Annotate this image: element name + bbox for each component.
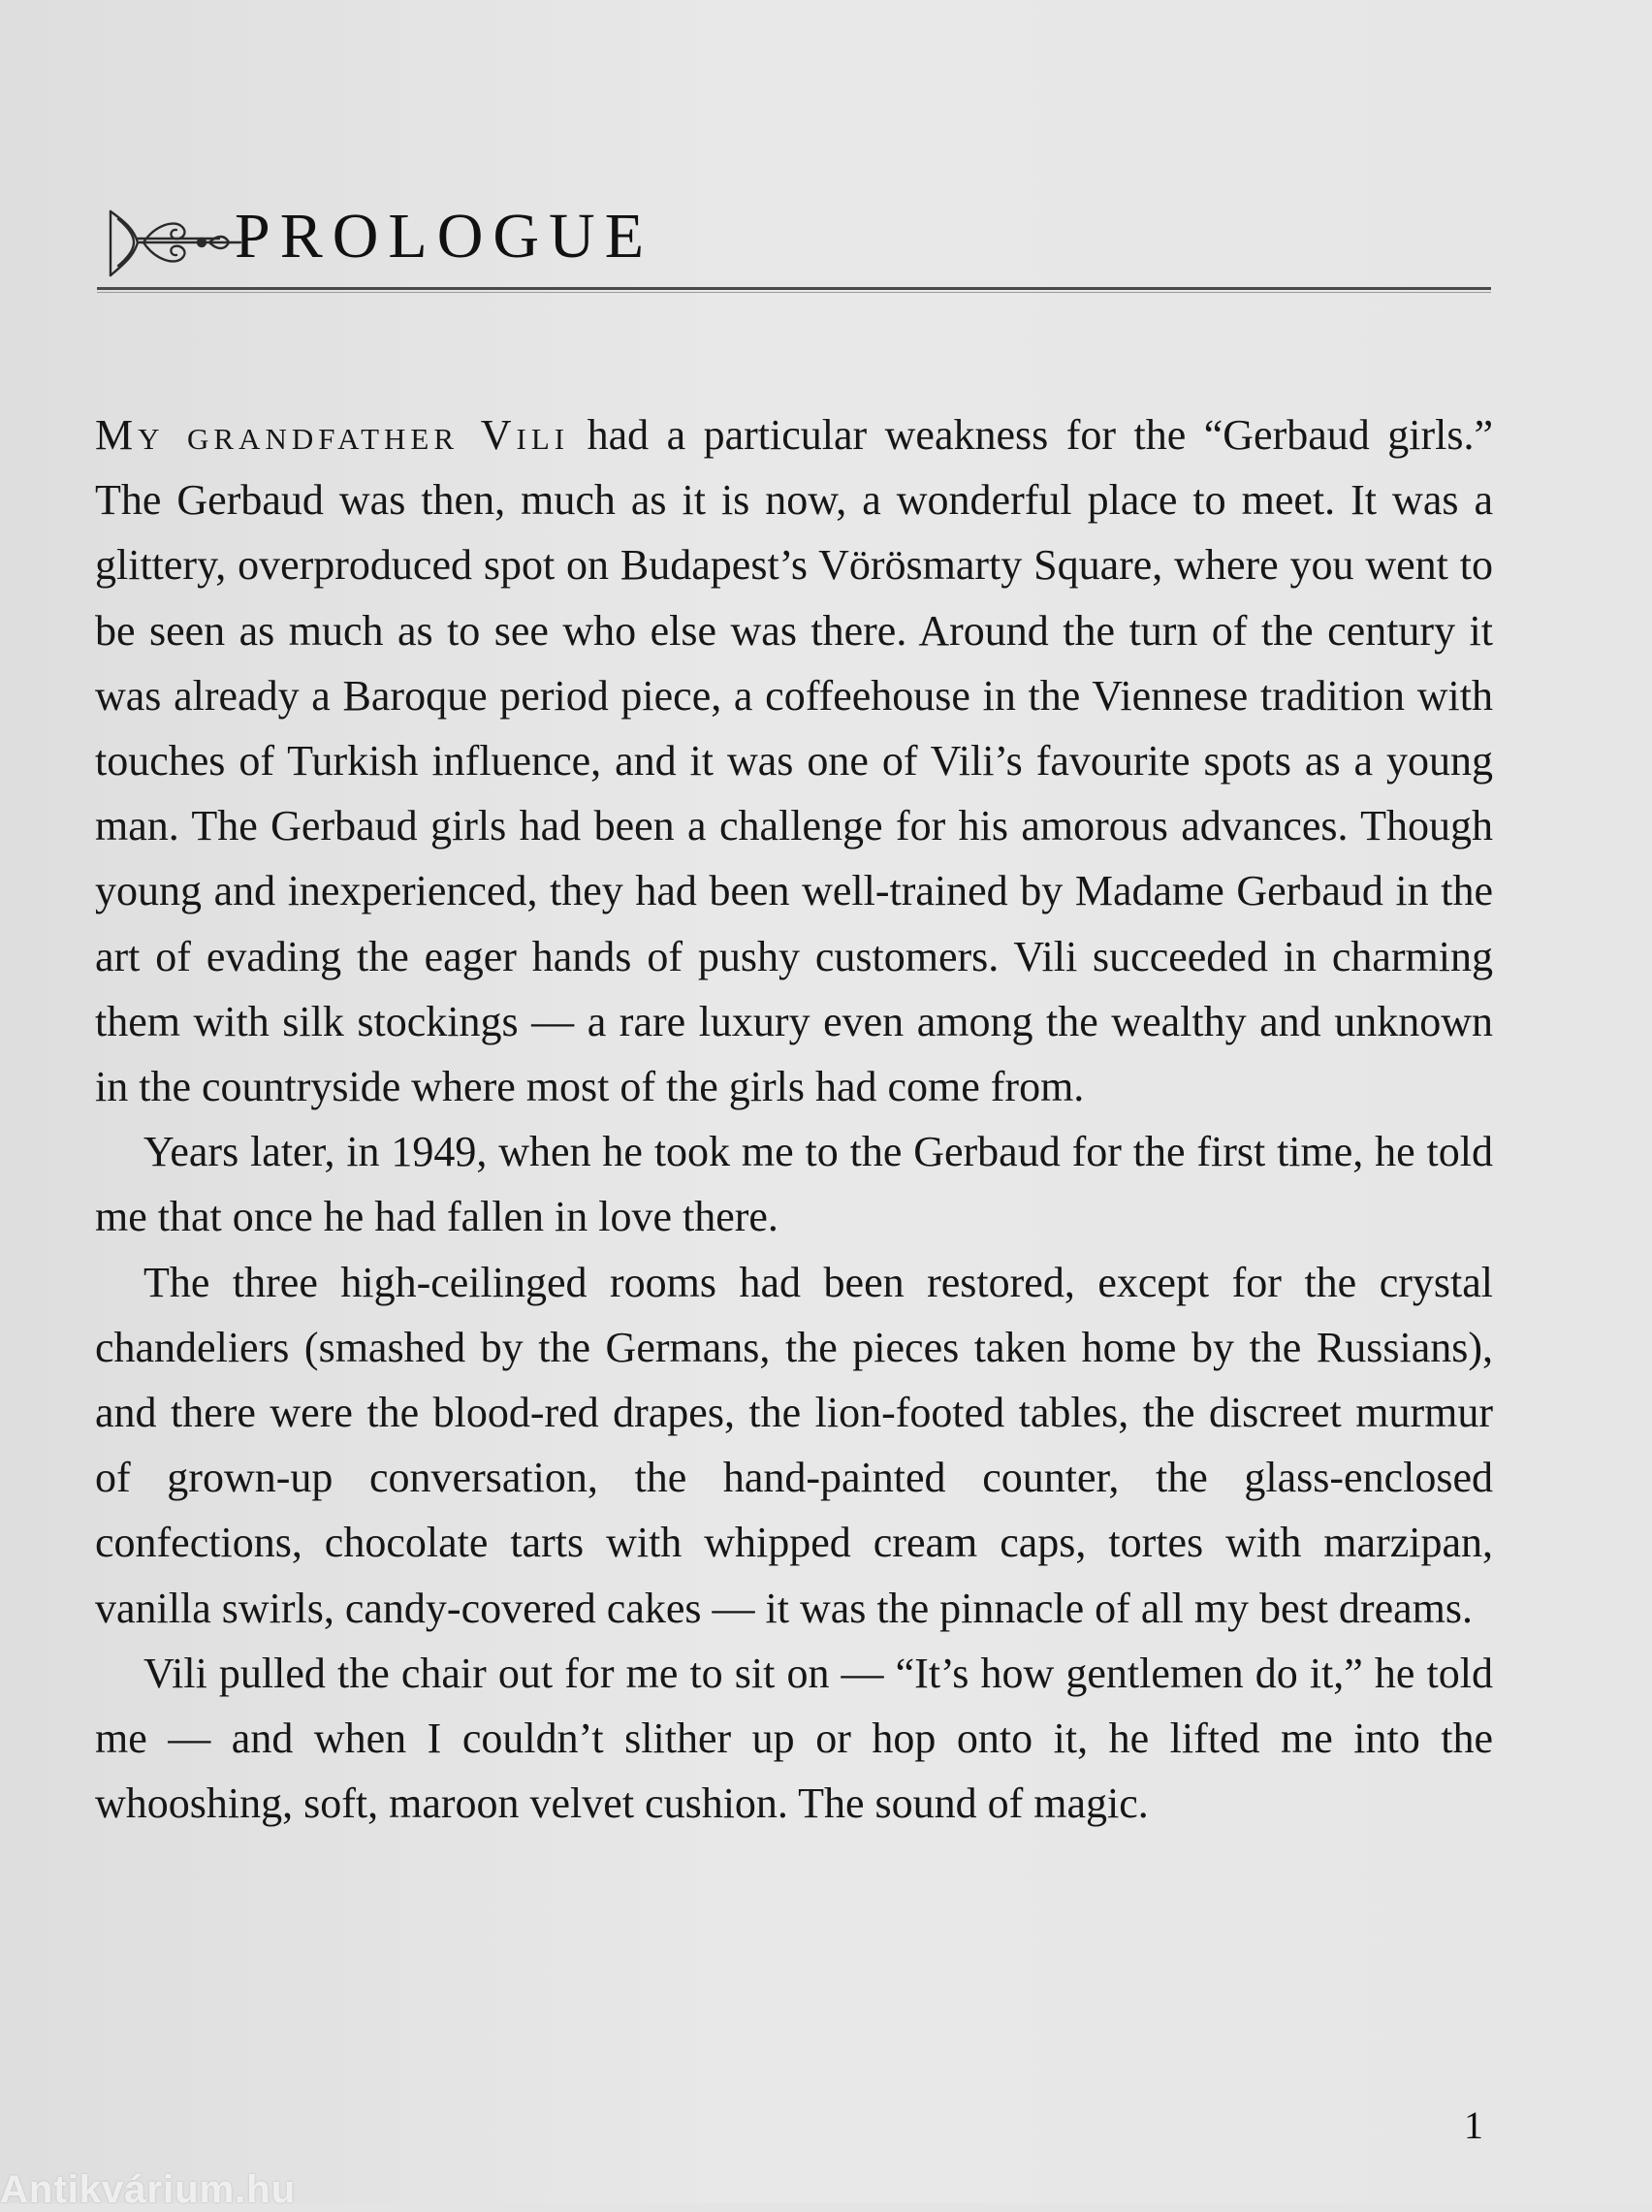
opening-paragraph: [95, 402, 1493, 1119]
bleed-through-text: [97, 0, 1493, 65]
page-number: 1: [1464, 2103, 1483, 2147]
fleuron-ornament-icon: [105, 200, 250, 287]
chapter-title: PROLOGUE: [235, 201, 654, 272]
body-text: [95, 402, 1493, 1836]
paragraph-4: Vili pulled the chair out for me to sit on — “It’s how gentlemen do it,” he told me — and when I couldn’t slither up or hop onto it, he lifted me into the whooshing, soft, maroon velvet cushion. The sound of magic.: [95, 1649, 1493, 1828]
watermark: Antikvárium.hu: [0, 2168, 297, 2211]
opening-paragraph-text: had a particular weakness for the “Gerbaud girls.” The Gerbaud was then, much as it is now, a wonderful place to meet. It was a glittery, overproduced spot on Budapest’s Vörösmarty Square, where you went to be seen as much as to see who else was there. Around the turn of the century it was already a Baroque period piece, a coffeehouse in the Viennese tradition with touches of Turkish influence, and it was one of Vili’s favourite spots as a young man. The Gerbaud girls had been a challenge for his amorous advances. Though young and inexperienced, they had been well-trained by Madame Gerbaud in the art of evading the eager hands of pushy customers. Vili succeeded in charming them with silk stockings — a rare luxury even among the wealthy and unknown in the countryside where most of the girls had come from.: [95, 411, 1493, 1111]
paragraph-3: The three high-ceilinged rooms had been restored, except for the crystal chandeliers (smashed by the Germans, the pieces taken home by the Russians), and there were the blood-red drapes, the lion-footed tables, the discreet murmur of grown-up conversation, the hand-painted counter, the glass-enclosed confections, chocolate tarts with whipped cream caps, tortes with marzipan, vanilla swirls, candy-covered cakes — it was the pinnacle of all my best dreams.: [95, 1258, 1493, 1632]
paragraph-2: Years later, in 1949, when he took me to the Gerbaud for the first time, he told me that once he had fallen in love there.: [95, 1128, 1493, 1241]
header-rule-thin: [97, 292, 1491, 293]
header-rule: [97, 287, 1491, 290]
chapter-header: [97, 192, 1491, 295]
lead-in-small-caps: My grandfather Vili: [95, 411, 570, 459]
